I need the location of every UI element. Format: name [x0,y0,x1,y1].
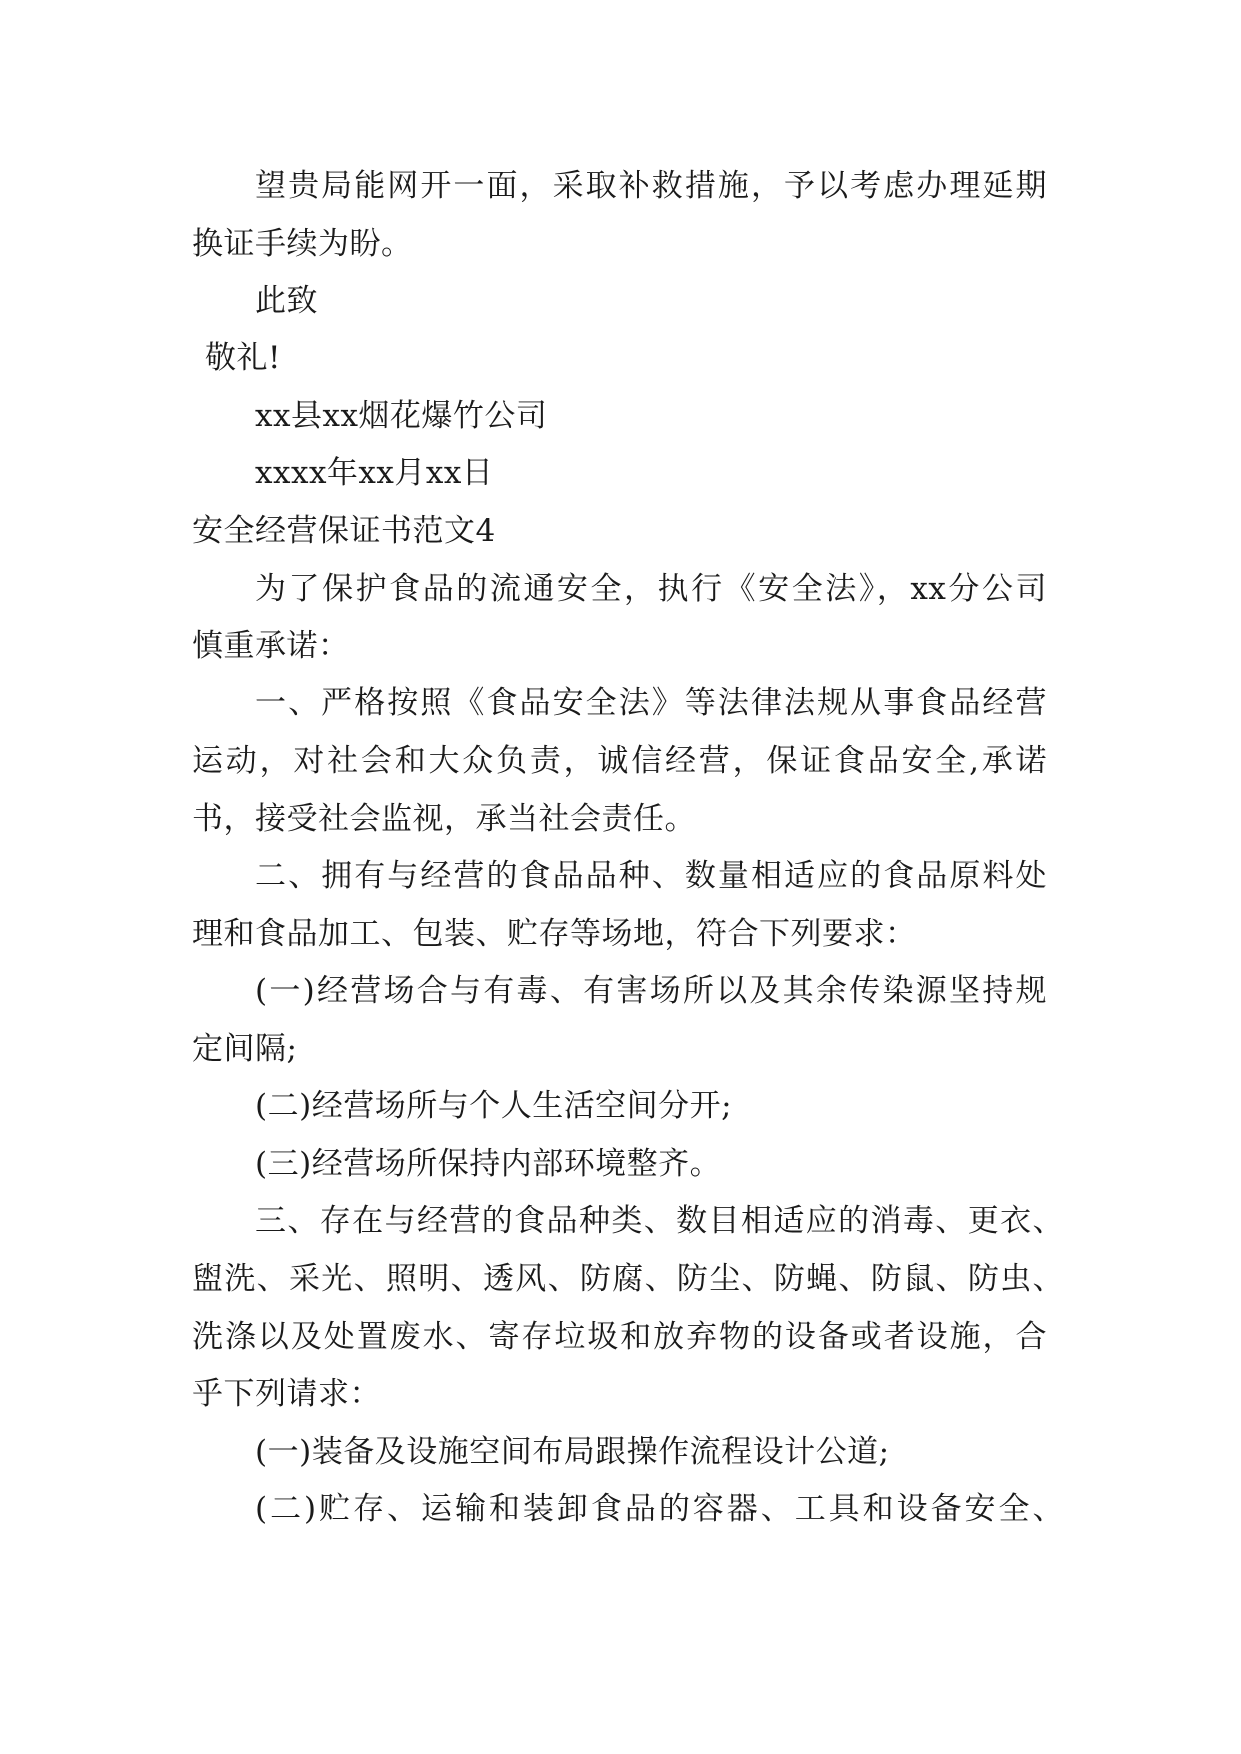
paragraph-line: (三)经营场所保持内部环境整齐。 [255,1146,722,1182]
paragraph-line: 理和食品加工、包装、贮存等场地，符合下列要求： [192,916,917,952]
paragraph-line: (一)经营场合与有毒、有害场所以及其余传染源坚持规 [255,973,1047,1009]
paragraph-line: 运动，对社会和大众负责，诚信经营，保证食品安全,承诺 [192,743,1047,779]
paragraph-line: 乎下列请求： [192,1376,381,1412]
paragraph-line: (二)贮存、运输和装卸食品的容器、工具和设备安全、 [255,1491,1064,1527]
closing-regards: 敬礼! [205,340,281,376]
paragraph-line: 洗涤以及处置废水、寄存垃圾和放弃物的设备或者设施，合 [192,1319,1047,1355]
paragraph-line: 望贵局能网开一面，采取补救措施，予以考虑办理延期 [255,168,1047,204]
paragraph-line: 三、存在与经营的食品种类、数目相适应的消毒、更衣、 [255,1203,1064,1239]
paragraph-line: 为了保护食品的流通安全，执行《安全法》，xx分公司 [255,571,1047,607]
paragraph-line: 盥洗、采光、照明、透风、防腐、防尘、防蝇、防鼠、防虫、 [192,1261,1064,1297]
closing-salutation: 此致 [255,283,318,319]
signature-company: xx县xx烟花爆竹公司 [255,398,548,434]
signature-date: xxxx年xx月xx日 [255,455,494,491]
paragraph-line: 定间隔; [192,1031,298,1067]
section-title: 安全经营保证书范文4 [192,513,496,549]
paragraph-line: (一)装备及设施空间布局跟操作流程设计公道; [255,1434,890,1470]
paragraph-line: 二、拥有与经营的食品品种、数量相适应的食品原料处 [255,858,1047,894]
paragraph-line: 换证手续为盼。 [192,226,413,262]
paragraph-line: 一、严格按照《食品安全法》等法律法规从事食品经营 [255,685,1047,721]
paragraph-line: 慎重承诺： [192,628,350,664]
paragraph-line: (二)经营场所与个人生活空间分开; [255,1088,733,1124]
paragraph-line: 书，接受社会监视，承当社会责任。 [192,801,696,837]
